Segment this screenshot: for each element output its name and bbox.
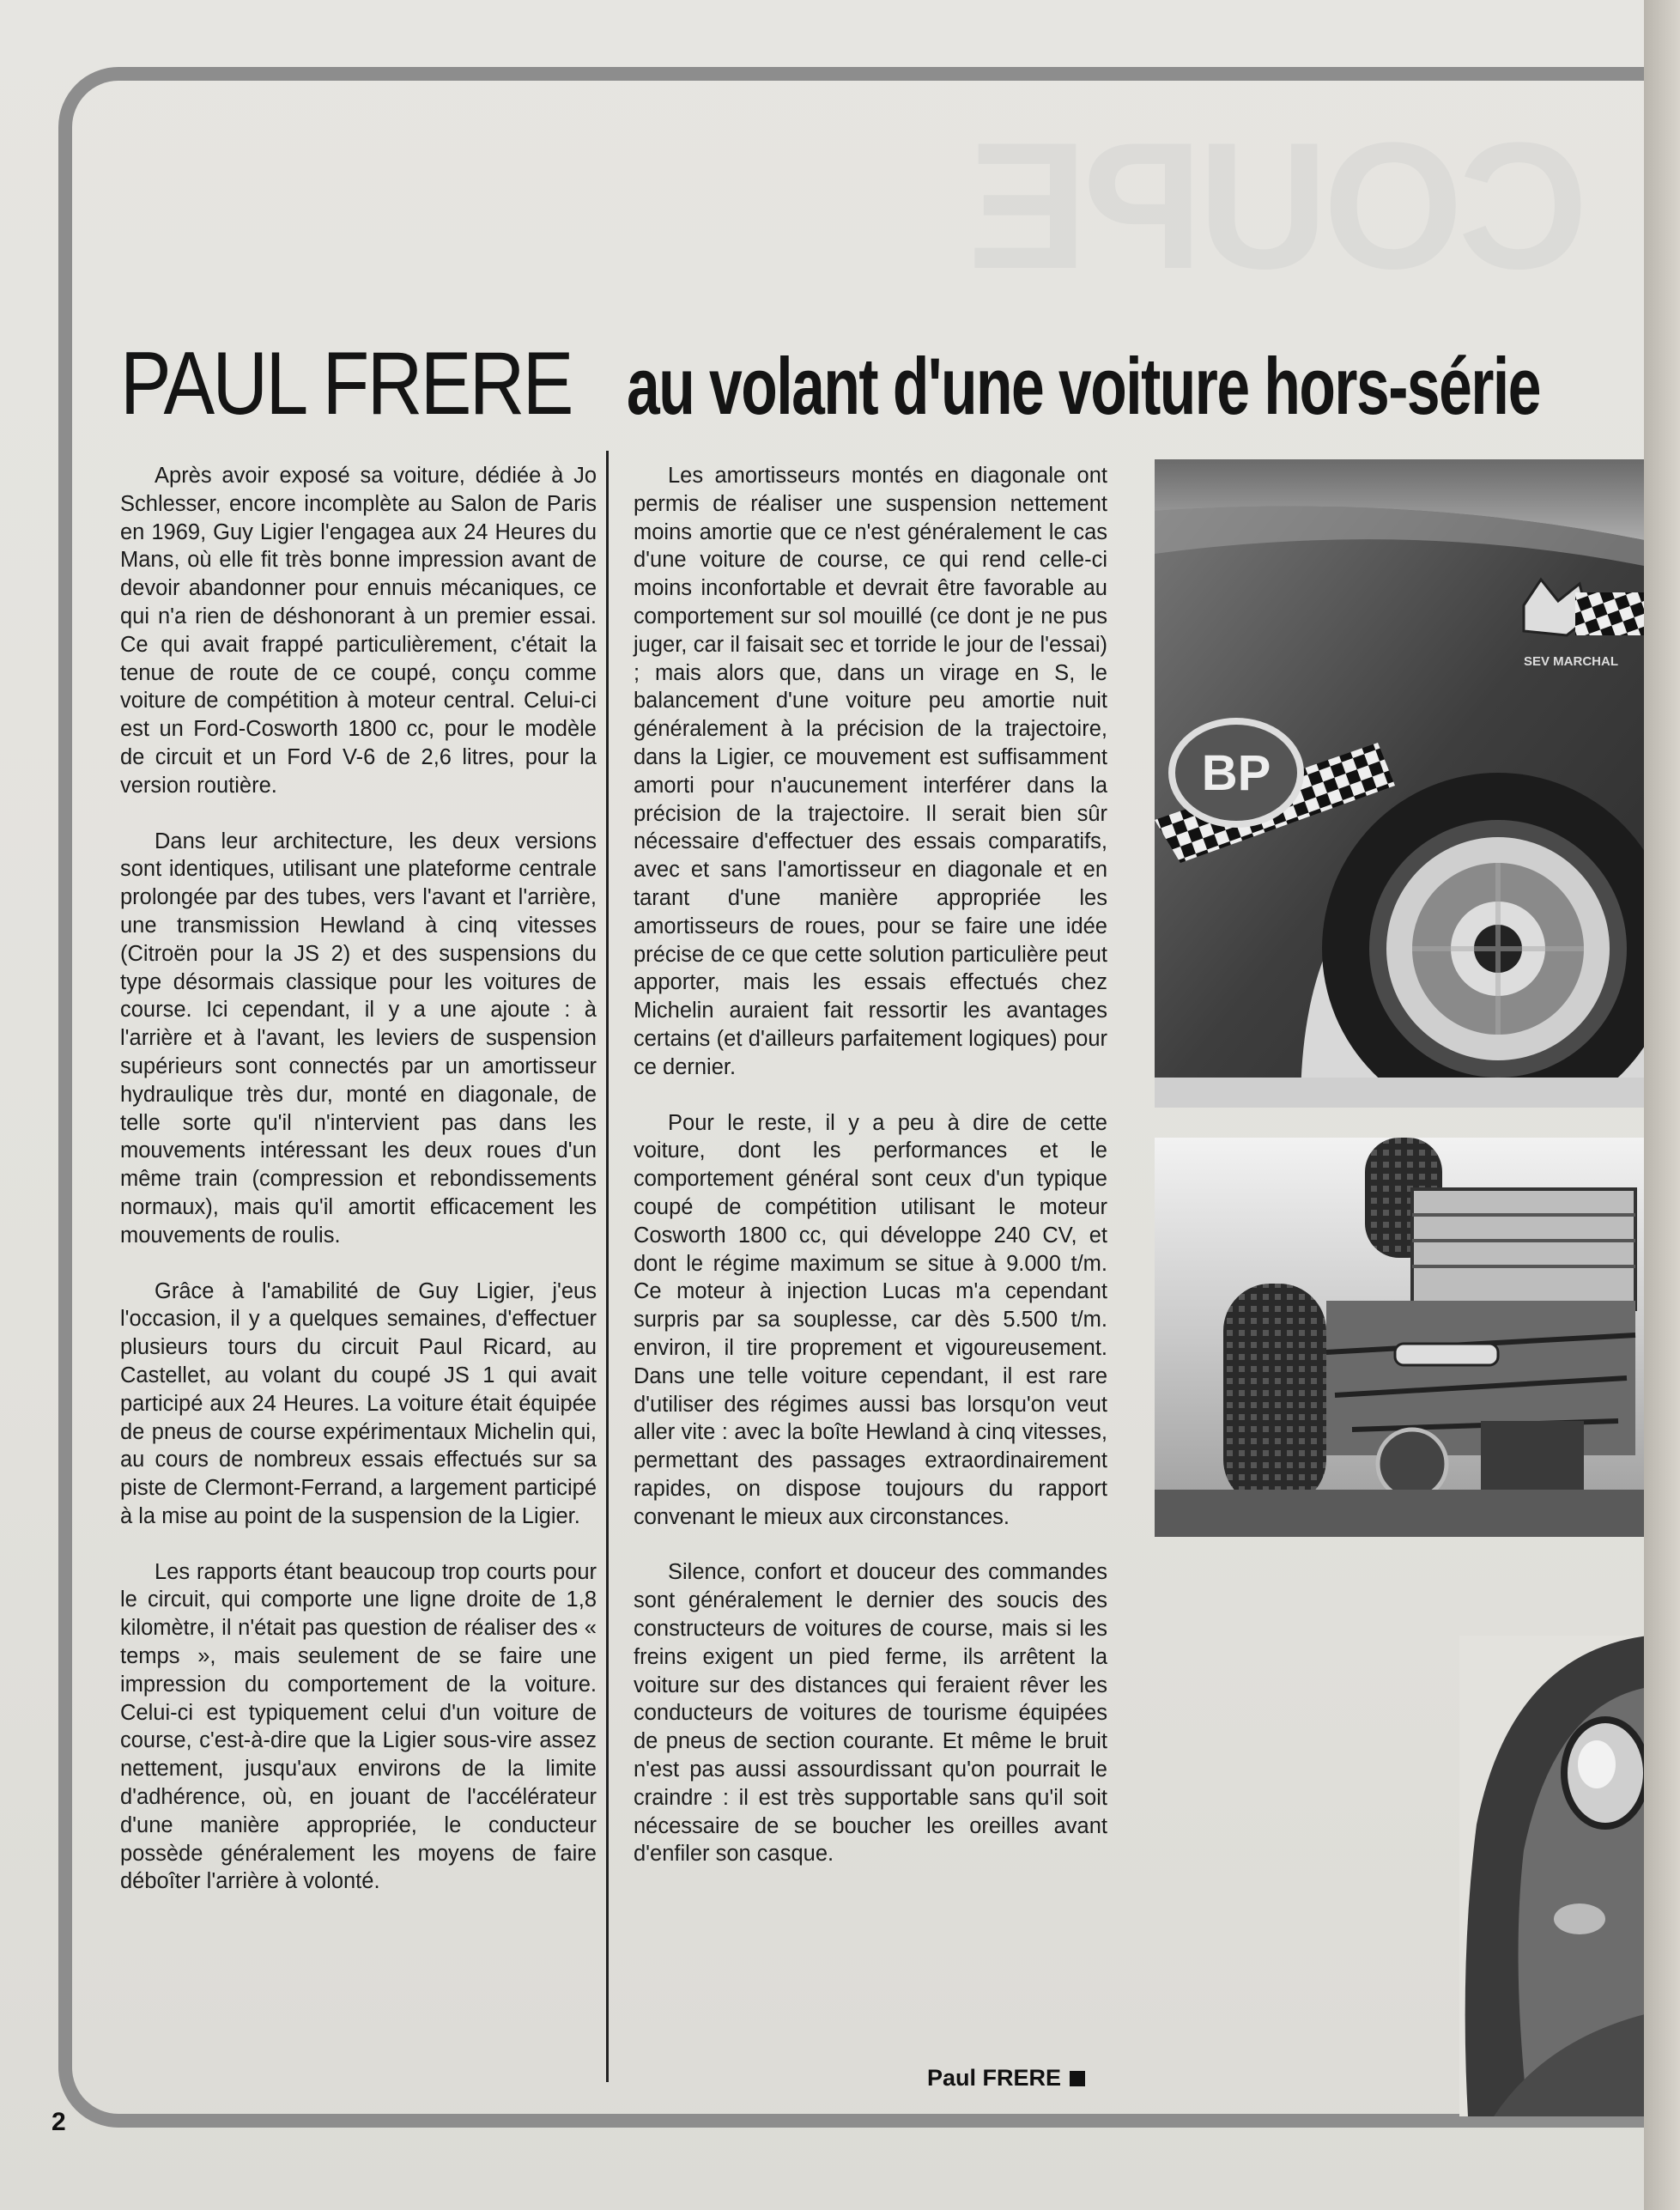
next-page-edge — [1644, 0, 1680, 2210]
show-through-text: COUPE — [973, 105, 1588, 307]
paragraph: Pour le reste, il y a peu à dire de cette voiture, dont les performances et le comportement général sont ceux d'un typique coupé de compétition utilisant le moteur Cosworth 1800 cc, qui développe 240 CV, et dont le régime maximum se situe à 9.000 t/m. Ce moteur à injection Lucas m'a cependant surpris par sa souplesse, car dès 5.500 t/m. environ, il tire proprement et vigoureusement. Dans une telle voiture cependant, il est rare d'utiliser des régimes aussi bas lorsqu'on veut aller vite : avec la boîte Hewland à cinq vitesses, permettant des passages extraordinairement rapides, on dispose toujours du rapport convenant le mieux aux circonstances. — [634, 1110, 1107, 1529]
page-number: 2 — [52, 2108, 66, 2136]
paragraph: Grâce à l'amabilité de Guy Ligier, j'eus l'occasion, il y a quelques semaines, d'effectuer plusieurs tours du circuit Paul Ricard, au Castellet, au volant du coupé JS 1 qui avait participé aux 24 Heures. La voiture était équipée de pneus de course expérimentaux Michelin qui, au cours de nombreux essais effectués sur sa piste de Clermont-Ferrand, a largement participé à la mise au point de la suspension de la Ligier. — [120, 1278, 597, 1528]
paragraph: Silence, confort et douceur des commandes sont généralement le dernier des soucis des constructeurs de voitures de course, mais si les freins exigent un pied ferme, ils arrêtent la voiture sur des distances qui feraient rêver les conducteurs de voitures de tourisme équipées de pneus de section courante. Et même le bruit n'est pas aussi assourdissant qu'on pourrait le craindre : il est très supportable sans qu'il soit nécessaire de se boucher les oreilles avant d'enfiler son casque. — [634, 1560, 1107, 1867]
photo-chassis-engine — [1155, 1138, 1648, 1537]
photo-car-side — [1155, 459, 1648, 1108]
bp-logo: BP — [1201, 745, 1271, 801]
marchal-decal: SEV MARCHAL — [1524, 654, 1619, 669]
column-divider — [606, 451, 609, 2082]
author-signature: Paul FRERE — [927, 2065, 1085, 2092]
paragraph: Dans leur architecture, les deux versions sont identiques, utilisant une plateforme centrale prolongée par des tubes, vers l'avant et l'arrière, une transmission Hewland à cinq vitesses (Citroën pour la JS 2) et des suspensions du type désormais classique pour les voitures de course. Ici cependant, il y a une ajoute : à l'arrière et à l'avant, les leviers de suspension supérieurs sont connectés par un amortisseur hydraulique très dur, monté en diagonale, de telle sorte qu'il n'intervient pas dans les mouvements intéressant les deux roues d'un même train (compression et rebondissements normaux), mais qu'il amortit efficacement les mouvements de roulis. — [120, 829, 597, 1248]
paragraph: Après avoir exposé sa voiture, dédiée à Jo Schlesser, encore incomplète au Salon de Paris en 1969, Guy Ligier l'engagea aux 24 Heures du Mans, où elle fit très bonne impression avant de devoir abandonner pour ennuis mécaniques, ce qui n'a rien de déshonorant à un premier essai. Ce qui avait frappé particulièrement, c'était la tenue de route de ce coupé, conçu comme voiture de compétition à moteur central. Celui-ci est un Ford-Cosworth 1800 cc, pour le modèle de circuit et un Ford V-6 de 2,6 litres, pour la version routière. — [120, 464, 597, 798]
article-headline — [120, 333, 1614, 445]
headline-name: PAUL FRERE — [120, 334, 572, 434]
end-mark — [1070, 2071, 1085, 2086]
article-column-2 — [634, 462, 1107, 1896]
photo-car-front — [1459, 1636, 1648, 2116]
article-column-1 — [120, 462, 597, 1923]
headline-subtitle: au volant d'une voiture hors-série — [627, 341, 1540, 431]
paragraph: Les amortisseurs montés en diagonale ont permis de réaliser une suspension nettement moins amortie que ce n'est généralement le cas d'une voiture de course, ce qui rend celle-ci moins inconfortable et devrait être favorable au comportement sur sol mouillé (ce dont je ne pus juger, car il faisait sec et torride le jour de l'essai) ; mais alors que, dans un virage en S, le balancement d'une voiture peu amortie nuit généralement à la précision de la trajectoire, dans la Ligier, ce mouvement est suffisamment amorti pour n'aucunement interférer dans la précision de la trajectoire. Il serait bien sûr nécessaire d'effectuer des essais comparatifs, avec et sans l'amortisseur en diagonale et en tarant d'une manière appropriée les amortisseurs de roues, pour se faire une idée précise de ce que cette solution particulière peut apporter, mais les essais effectués chez Michelin auraient fait ressortir les avantages certains (et d'ailleurs parfaitement logiques) pour ce dernier. — [634, 464, 1107, 1079]
paragraph: Les rapports étant beaucoup trop courts pour le circuit, qui comporte une ligne droite de 1,8 kilomètre, il n'était pas question de réaliser des « temps », mais seulement de se faire une impression du comportement de la voiture. Celui-ci est typiquement celui d'un voiture de course, c'est-à-dire que la Ligier sous-vire assez nettement, jusqu'aux environs de la limite d'adhérence, où, en jouant de l'accélérateur d'une manière appropriée, le conducteur possède généralement les moyens de faire déboîter l'arrière à volonté. — [120, 1559, 597, 1894]
